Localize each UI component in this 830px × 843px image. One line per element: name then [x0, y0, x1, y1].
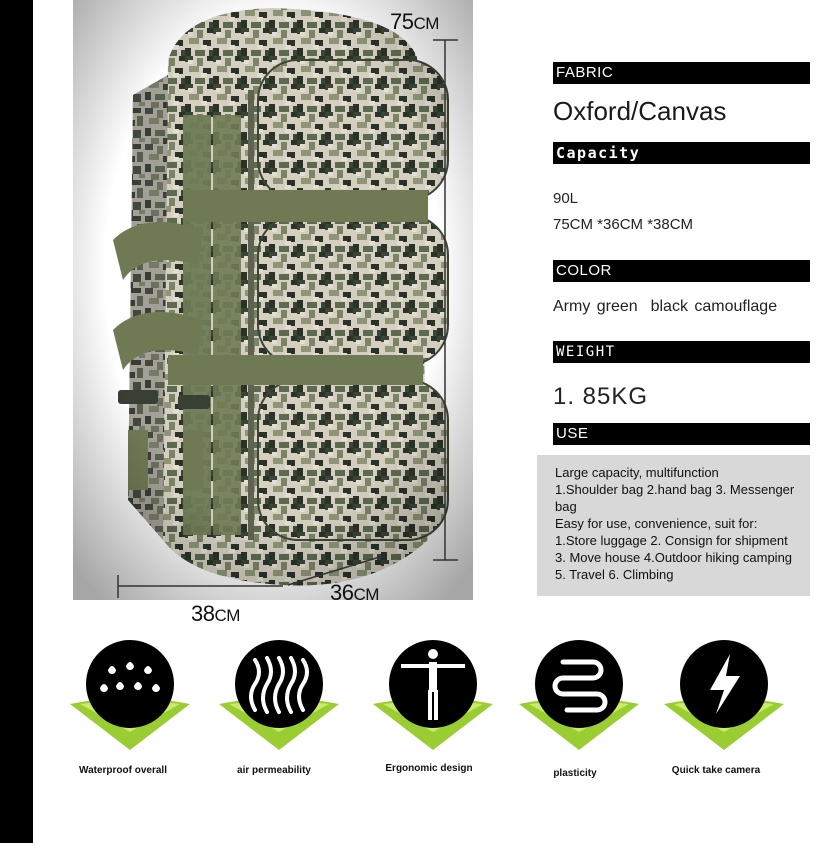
- use-heading: USE: [553, 423, 810, 445]
- water-drops-icon: [70, 632, 190, 752]
- capacity-size: 75CM *36CM *38CM: [553, 216, 694, 233]
- use-line: Easy for use, convenience, suit for:: [555, 516, 758, 531]
- weight-heading: WEIGHT: [553, 341, 810, 363]
- use-description: [537, 455, 810, 596]
- use-line: Large capacity, multifunction: [555, 465, 719, 480]
- product-canvas: [33, 0, 830, 843]
- use-line: bag: [555, 499, 577, 514]
- lightning-icon: [664, 632, 784, 752]
- use-line: 5. Travel 6. Climbing: [555, 567, 674, 582]
- use-line: 1.Store luggage 2. Consign for shipment: [555, 533, 788, 548]
- feature-label-waterproof: Waterproof overall: [79, 765, 167, 776]
- fabric-value: Oxford/Canvas: [553, 96, 727, 126]
- depth-dimension-label: 36CM: [330, 580, 379, 605]
- airflow-waves-icon: [219, 632, 339, 752]
- feature-label-plasticity: plasticity: [553, 768, 597, 779]
- color-value: Army green black camouflage: [553, 298, 778, 315]
- capacity-heading: Capacity: [553, 142, 810, 164]
- folded-ribbon-icon: [519, 632, 639, 752]
- use-line: 1.Shoulder bag 2.hand bag 3. Messenger: [555, 482, 795, 497]
- fabric-heading: FABRIC: [553, 62, 810, 84]
- feature-label-quick-take: Quick take camera: [671, 765, 761, 776]
- width-dimension-label: 38CM: [191, 601, 240, 626]
- capacity-volume: 90L: [553, 190, 579, 207]
- feature-label-air-permeability: air permeability: [237, 765, 311, 776]
- color-heading: COLOR: [553, 260, 810, 282]
- human-figure-icon: [373, 632, 493, 752]
- backpack-photo: [73, 0, 473, 600]
- use-line: 3. Move house 4.Outdoor hiking camping: [555, 550, 793, 565]
- height-dimension-label: 75CM: [390, 9, 439, 34]
- feature-label-ergonomic: Ergonomic design: [385, 763, 473, 774]
- weight-value: 1. 85KG: [553, 383, 649, 410]
